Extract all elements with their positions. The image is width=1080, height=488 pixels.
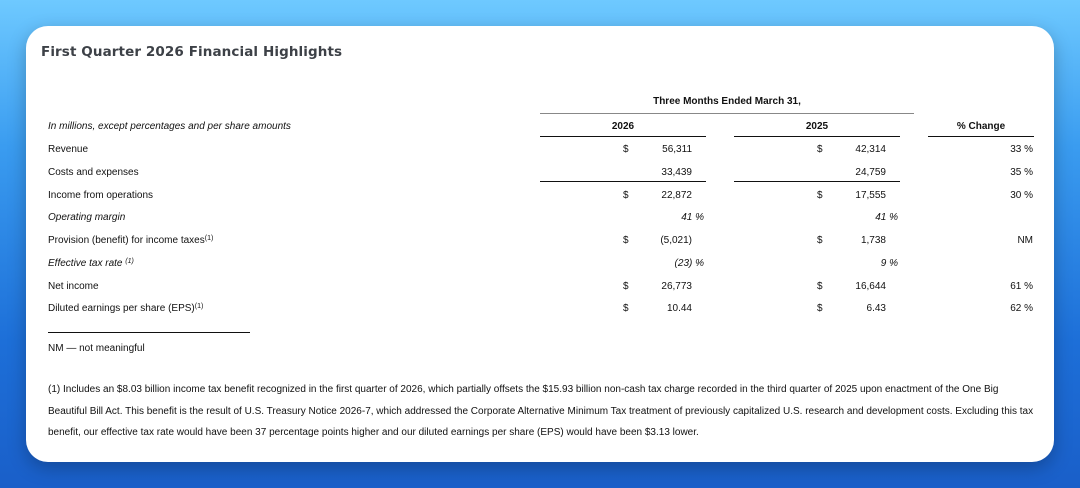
value-2025: 17,555 [855, 190, 886, 201]
value-2026: 10.44 [666, 303, 692, 314]
page-title: First Quarter 2026 Financial Highlights [41, 44, 343, 60]
column-header-change: % Change [956, 121, 1006, 132]
value-change: 33 % [1010, 144, 1033, 155]
currency-symbol: $ [817, 303, 823, 314]
value-2026: (5,021) [660, 235, 692, 246]
row-label: Provision (benefit) for income taxes$^{(1)}$ [48, 235, 214, 246]
value-2025: 24,759 [855, 167, 886, 178]
currency-symbol: $ [623, 190, 629, 201]
value-change: NM [1017, 235, 1033, 246]
value-2026: 41 % [681, 212, 704, 223]
currency-symbol: $ [623, 144, 629, 155]
header-rule [540, 113, 914, 114]
nm-note: NM — not meaningful [48, 343, 145, 354]
currency-symbol: $ [817, 235, 823, 246]
row-label: Income from operations [48, 190, 154, 201]
currency-symbol: $ [817, 144, 823, 155]
value-change: 35 % [1010, 167, 1033, 178]
column-rule-2026 [540, 136, 706, 137]
column-header-2026: 2026 [611, 121, 635, 132]
row-label: Net income [48, 281, 99, 292]
footnote-separator [48, 332, 250, 333]
value-2026: (23) % [674, 258, 704, 269]
column-rule-change [928, 136, 1034, 137]
row-label: Diluted earnings per share (EPS)$^{(1)}$ [48, 303, 204, 314]
value-2025: 1,738 [860, 235, 886, 246]
period-header: Three Months Ended March 31, [653, 96, 801, 107]
value-change: 61 % [1010, 281, 1033, 292]
financial-highlights-card [26, 26, 1054, 462]
value-change: 62 % [1010, 303, 1033, 314]
footnote: (1) Includes an $8.03 billion income tax benefit recognized in the first quarter of 2026, which partially offsets the $15.93 billion non-cash tax charge recorded in the third quarter of 2025 upon enactment of the One Big Beautiful Bill Act. This benefit is the result of U.S. Treasury Notice 2026-7, which addressed the Corporate Alternative Minimum Tax treatment of previously capitalized U.S. research and development costs. Excluding this tax benefit, our effective tax rate would have been 37 percentage points higher and our diluted earnings per share (EPS) would have been $3.13 lower. [48, 384, 1034, 439]
value-2026: 33,439 [661, 167, 692, 178]
currency-symbol: $ [623, 235, 629, 246]
footnote-marker: (1) [125, 258, 134, 265]
value-change: 30 % [1010, 190, 1033, 201]
currency-symbol: $ [817, 190, 823, 201]
value-2025: 42,314 [855, 144, 886, 155]
units-note: In millions, except percentages and per share amounts [48, 121, 291, 132]
footnote-marker: (1) [204, 235, 214, 242]
value-2025: 41 % [875, 212, 898, 223]
row-label: Operating margin [48, 212, 126, 223]
currency-symbol: $ [623, 281, 629, 292]
value-2025: 16,644 [855, 281, 886, 292]
row-label: Effective tax rate $^{(1)}$ [48, 258, 134, 269]
subtotal-rule [734, 181, 900, 182]
column-header-2025: 2025 [805, 121, 829, 132]
value-2026: 56,311 [662, 144, 692, 155]
currency-symbol: $ [623, 303, 629, 314]
row-label: Revenue [48, 144, 89, 155]
value-2025: 9 % [880, 258, 898, 269]
footnote-marker: (1) [194, 303, 204, 310]
value-2026: 26,773 [661, 281, 692, 292]
value-2026: 22,872 [661, 190, 692, 201]
subtotal-rule [540, 181, 706, 182]
row-label: Costs and expenses [48, 167, 139, 178]
currency-symbol: $ [817, 281, 823, 292]
value-2025: 6.43 [866, 303, 886, 314]
column-rule-2025 [734, 136, 900, 137]
